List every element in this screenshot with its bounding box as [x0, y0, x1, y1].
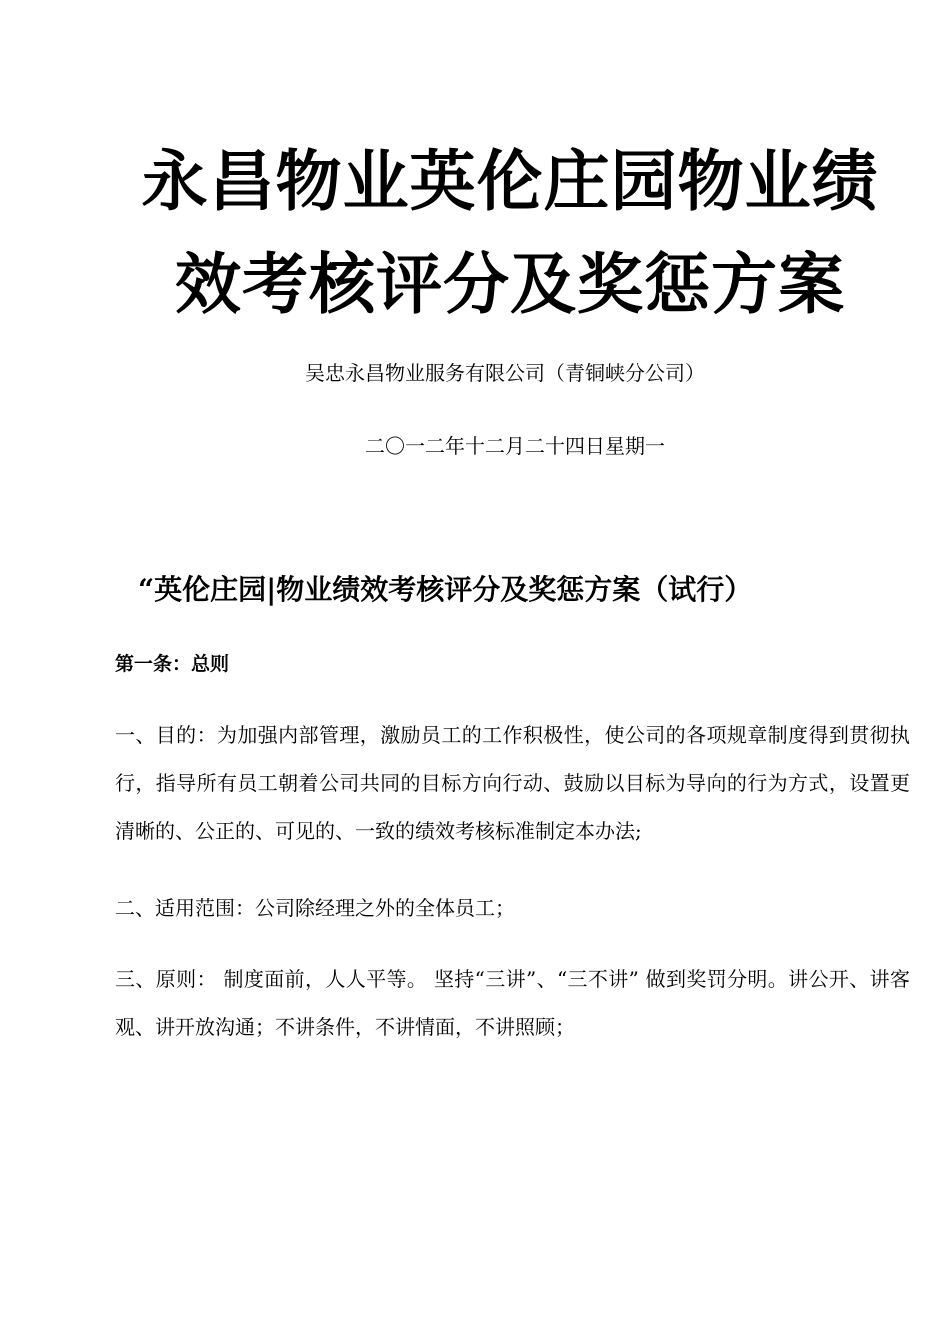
- cover-title-line-1: 永昌物业英伦庄园物业绩: [141, 143, 879, 220]
- document-heading: “英伦庄园|物业绩效考核评分及奖惩方案（试行）: [138, 573, 753, 606]
- section-title-general: 第一条：总则: [115, 653, 230, 675]
- paragraph-purpose: 一、目的：为加强内部管理，激励员工的工作积极性，使公司的各项规章制度得到贯彻执行，指导所有员工朝着公司共同的目标方向行动、鼓励以目标为导向的行为方式，设置更清晰的、公正的、可见的、一致的绩效考核标准制定本办法;: [115, 723, 910, 843]
- cover-title-line-2: 效考核评分及奖惩方案: [175, 246, 845, 323]
- company-name: 吴忠永昌物业服务有限公司（青铜峡分公司）: [305, 361, 705, 385]
- paragraph-scope: 二、适用范围：公司除经理之外的全体员工；: [115, 896, 515, 920]
- paragraph-principles: 三、原则： 制度面前，人人平等。 坚持“三讲”、“三不讲” 做到奖罚分明。讲公开、讲客观、讲开放沟通；不讲条件，不讲情面，不讲照顾；: [115, 967, 910, 1039]
- cover-date: 二〇一二年十二月二十四日星期一: [365, 434, 665, 458]
